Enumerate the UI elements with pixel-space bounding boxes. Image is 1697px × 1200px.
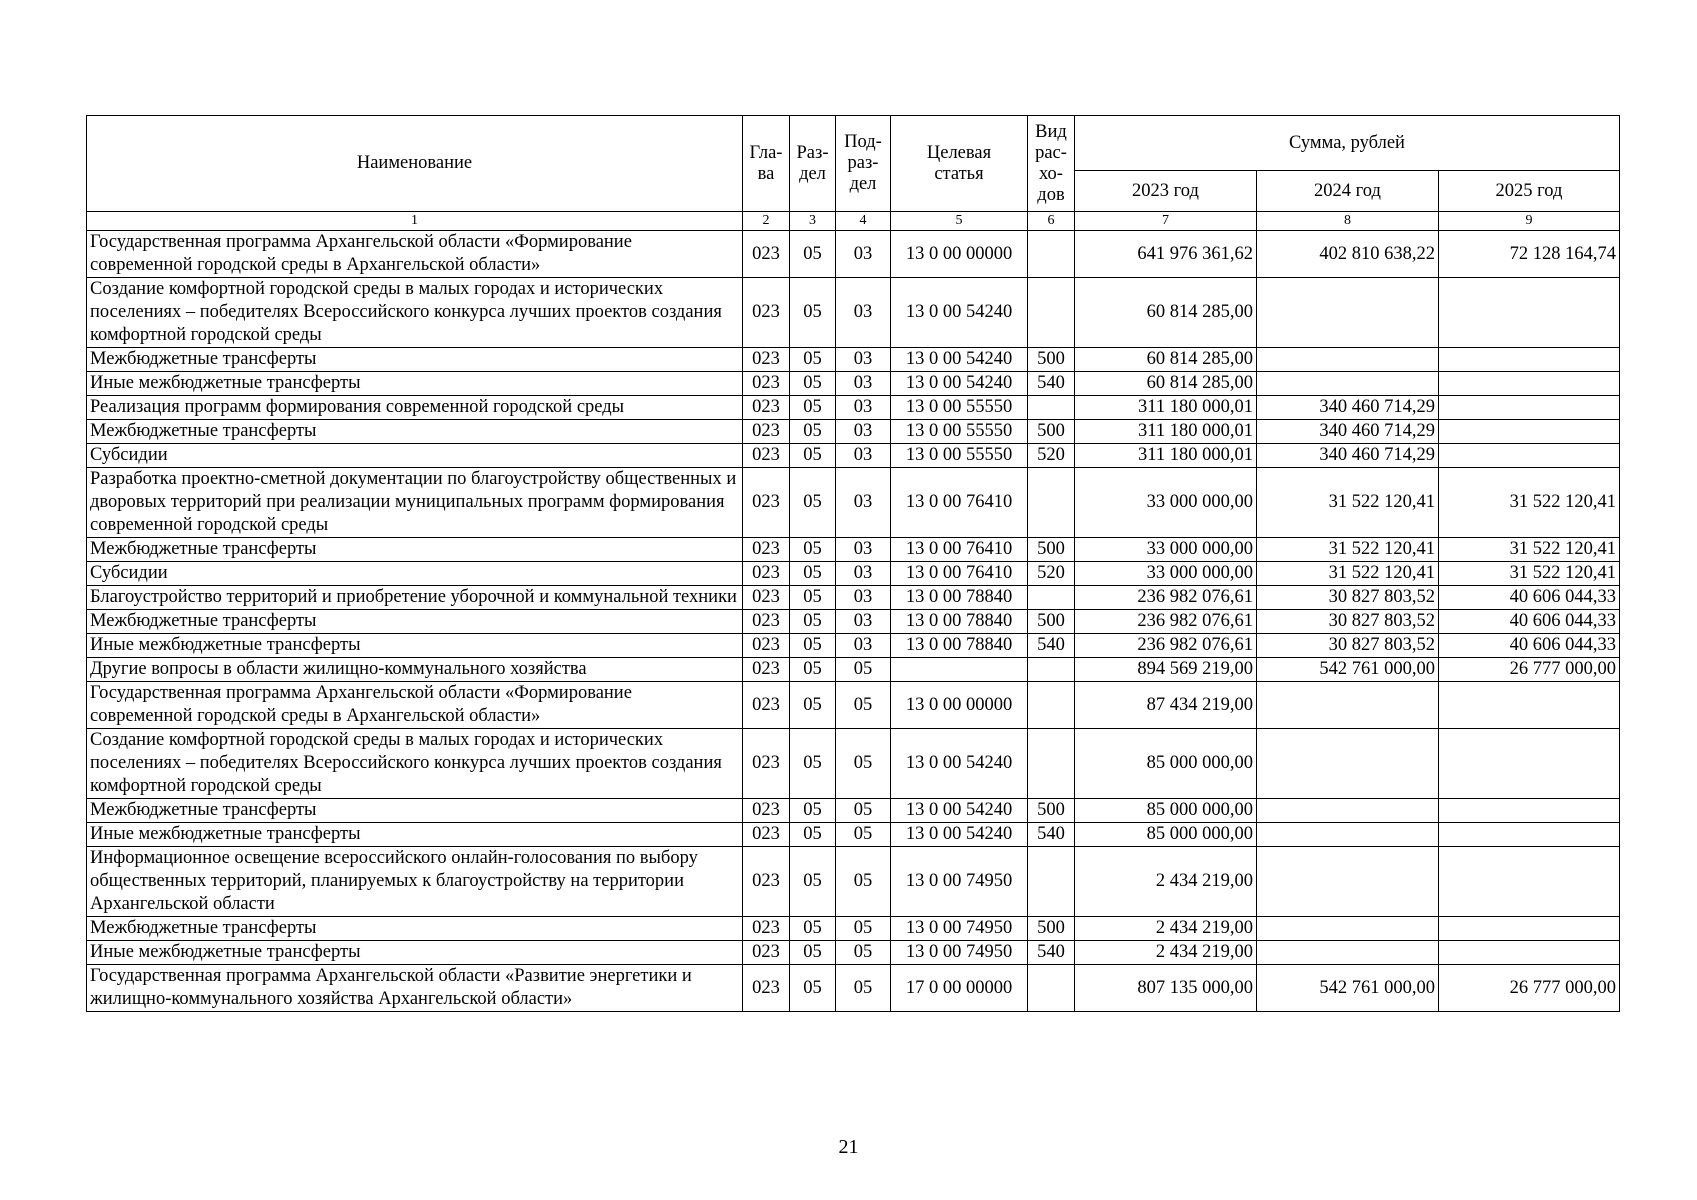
cell-podrazdel: 03 bbox=[836, 538, 891, 562]
cell-target: 13 0 00 54240 bbox=[891, 278, 1028, 348]
cell-glava: 023 bbox=[743, 468, 790, 538]
column-number: 9 bbox=[1439, 212, 1620, 231]
cell-vid: 500 bbox=[1028, 917, 1075, 941]
cell-2025 bbox=[1439, 799, 1620, 823]
cell-podrazdel: 03 bbox=[836, 396, 891, 420]
cell-target: 13 0 00 78840 bbox=[891, 634, 1028, 658]
cell-glava: 023 bbox=[743, 231, 790, 278]
cell-2023: 60 814 285,00 bbox=[1075, 278, 1257, 348]
header-glava bbox=[743, 116, 790, 212]
cell-2025: 26 777 000,00 bbox=[1439, 658, 1620, 682]
table-row bbox=[87, 658, 1620, 682]
cell-2025: 31 522 120,41 bbox=[1439, 468, 1620, 538]
cell-glava: 023 bbox=[743, 682, 790, 729]
cell-vid: 500 bbox=[1028, 420, 1075, 444]
cell-name: Иные межбюджетные трансферты bbox=[87, 634, 743, 658]
cell-glava: 023 bbox=[743, 634, 790, 658]
cell-2025 bbox=[1439, 847, 1620, 917]
cell-glava: 023 bbox=[743, 562, 790, 586]
cell-2023: 236 982 076,61 bbox=[1075, 634, 1257, 658]
cell-glava: 023 bbox=[743, 396, 790, 420]
header-target-l1: Целевая bbox=[926, 142, 992, 163]
cell-2025: 40 606 044,33 bbox=[1439, 586, 1620, 610]
cell-name: Межбюджетные трансферты bbox=[87, 348, 743, 372]
cell-2024 bbox=[1257, 823, 1439, 847]
cell-target: 13 0 00 55550 bbox=[891, 444, 1028, 468]
cell-podrazdel: 05 bbox=[836, 941, 891, 965]
cell-glava: 023 bbox=[743, 538, 790, 562]
cell-podrazdel: 03 bbox=[836, 420, 891, 444]
cell-podrazdel: 05 bbox=[836, 823, 891, 847]
cell-2025: 40 606 044,33 bbox=[1439, 610, 1620, 634]
cell-2024 bbox=[1257, 729, 1439, 799]
cell-razdel: 05 bbox=[790, 682, 836, 729]
cell-2024: 30 827 803,52 bbox=[1257, 634, 1439, 658]
table-row bbox=[87, 729, 1620, 799]
table-row bbox=[87, 468, 1620, 538]
table-row bbox=[87, 444, 1620, 468]
cell-2023: 2 434 219,00 bbox=[1075, 941, 1257, 965]
table-row bbox=[87, 941, 1620, 965]
cell-name: Субсидии bbox=[87, 562, 743, 586]
cell-name: Межбюджетные трансферты bbox=[87, 799, 743, 823]
cell-2024 bbox=[1257, 348, 1439, 372]
cell-podrazdel: 03 bbox=[836, 278, 891, 348]
cell-2025 bbox=[1439, 278, 1620, 348]
cell-podrazdel: 03 bbox=[836, 372, 891, 396]
header-sum: Сумма, рублей bbox=[1075, 116, 1620, 171]
table-row bbox=[87, 917, 1620, 941]
cell-vid bbox=[1028, 468, 1075, 538]
cell-name: Иные межбюджетные трансферты bbox=[87, 372, 743, 396]
cell-razdel: 05 bbox=[790, 847, 836, 917]
column-number: 2 bbox=[743, 212, 790, 231]
cell-2024: 31 522 120,41 bbox=[1257, 468, 1439, 538]
cell-2025: 31 522 120,41 bbox=[1439, 562, 1620, 586]
cell-podrazdel: 03 bbox=[836, 586, 891, 610]
header-vid-l4: дов bbox=[1037, 184, 1065, 205]
cell-2025: 31 522 120,41 bbox=[1439, 538, 1620, 562]
cell-razdel: 05 bbox=[790, 468, 836, 538]
cell-glava: 023 bbox=[743, 658, 790, 682]
cell-name: Государственная программа Архангельской области «Формирование современной городской среды в Архангельской области» bbox=[87, 682, 743, 729]
header-podrazdel-l3: дел bbox=[849, 174, 877, 194]
table-row bbox=[87, 278, 1620, 348]
cell-2023: 894 569 219,00 bbox=[1075, 658, 1257, 682]
cell-podrazdel: 05 bbox=[836, 799, 891, 823]
cell-glava: 023 bbox=[743, 372, 790, 396]
cell-target: 13 0 00 55550 bbox=[891, 396, 1028, 420]
cell-podrazdel: 03 bbox=[836, 444, 891, 468]
table-row bbox=[87, 965, 1620, 1012]
cell-podrazdel: 03 bbox=[836, 231, 891, 278]
cell-vid: 520 bbox=[1028, 562, 1075, 586]
cell-razdel: 05 bbox=[790, 444, 836, 468]
cell-glava: 023 bbox=[743, 444, 790, 468]
header-vid-l3: хо- bbox=[1039, 163, 1063, 184]
cell-target: 13 0 00 76410 bbox=[891, 562, 1028, 586]
cell-2024: 542 761 000,00 bbox=[1257, 658, 1439, 682]
cell-vid bbox=[1028, 278, 1075, 348]
cell-target: 13 0 00 76410 bbox=[891, 538, 1028, 562]
cell-2024 bbox=[1257, 917, 1439, 941]
cell-glava: 023 bbox=[743, 729, 790, 799]
cell-target: 13 0 00 54240 bbox=[891, 823, 1028, 847]
cell-target: 13 0 00 74950 bbox=[891, 847, 1028, 917]
cell-2024 bbox=[1257, 372, 1439, 396]
cell-2023: 311 180 000,01 bbox=[1075, 420, 1257, 444]
cell-2025: 40 606 044,33 bbox=[1439, 634, 1620, 658]
cell-name: Субсидии bbox=[87, 444, 743, 468]
cell-name: Государственная программа Архангельской области «Формирование современной городской среды в Архангельской области» bbox=[87, 231, 743, 278]
cell-target: 13 0 00 74950 bbox=[891, 941, 1028, 965]
cell-2024: 542 761 000,00 bbox=[1257, 965, 1439, 1012]
cell-name: Благоустройство территорий и приобретение уборочной и коммунальной техники bbox=[87, 586, 743, 610]
cell-2023: 33 000 000,00 bbox=[1075, 468, 1257, 538]
table-row bbox=[87, 847, 1620, 917]
cell-2024: 31 522 120,41 bbox=[1257, 538, 1439, 562]
cell-razdel: 05 bbox=[790, 278, 836, 348]
cell-razdel: 05 bbox=[790, 729, 836, 799]
cell-razdel: 05 bbox=[790, 917, 836, 941]
cell-2024: 340 460 714,29 bbox=[1257, 396, 1439, 420]
cell-razdel: 05 bbox=[790, 420, 836, 444]
cell-razdel: 05 bbox=[790, 586, 836, 610]
column-numbers-row bbox=[87, 212, 1620, 231]
cell-2024 bbox=[1257, 941, 1439, 965]
table-row bbox=[87, 372, 1620, 396]
cell-target: 13 0 00 54240 bbox=[891, 729, 1028, 799]
cell-glava: 023 bbox=[743, 823, 790, 847]
cell-target: 13 0 00 76410 bbox=[891, 468, 1028, 538]
cell-target: 13 0 00 78840 bbox=[891, 610, 1028, 634]
cell-vid: 500 bbox=[1028, 348, 1075, 372]
cell-2025 bbox=[1439, 348, 1620, 372]
cell-target: 17 0 00 00000 bbox=[891, 965, 1028, 1012]
cell-name: Межбюджетные трансферты bbox=[87, 610, 743, 634]
page-number: 21 bbox=[838, 1136, 859, 1158]
table-row bbox=[87, 586, 1620, 610]
cell-name: Разработка проектно-сметной документации по благоустройству общественных и дворовых территорий при реализации муниципальных программ формирования современной городской среды bbox=[87, 468, 743, 538]
cell-2023: 311 180 000,01 bbox=[1075, 444, 1257, 468]
table-row bbox=[87, 562, 1620, 586]
cell-target: 13 0 00 54240 bbox=[891, 799, 1028, 823]
table-row bbox=[87, 420, 1620, 444]
cell-podrazdel: 05 bbox=[836, 965, 891, 1012]
cell-podrazdel: 05 bbox=[836, 729, 891, 799]
table-row bbox=[87, 348, 1620, 372]
table-row bbox=[87, 799, 1620, 823]
header-target-l2: статья bbox=[934, 163, 984, 184]
cell-2023: 60 814 285,00 bbox=[1075, 372, 1257, 396]
cell-razdel: 05 bbox=[790, 941, 836, 965]
cell-2024 bbox=[1257, 847, 1439, 917]
cell-name: Иные межбюджетные трансферты bbox=[87, 941, 743, 965]
header-2024: 2024 год bbox=[1257, 171, 1439, 212]
cell-2024: 30 827 803,52 bbox=[1257, 586, 1439, 610]
cell-razdel: 05 bbox=[790, 610, 836, 634]
column-number: 7 bbox=[1075, 212, 1257, 231]
table-row bbox=[87, 231, 1620, 278]
cell-glava: 023 bbox=[743, 847, 790, 917]
cell-vid: 540 bbox=[1028, 372, 1075, 396]
cell-2025: 72 128 164,74 bbox=[1439, 231, 1620, 278]
cell-name: Государственная программа Архангельской области «Развитие энергетики и жилищно-коммунального хозяйства Архангельской области» bbox=[87, 965, 743, 1012]
cell-2025 bbox=[1439, 917, 1620, 941]
cell-2025 bbox=[1439, 396, 1620, 420]
header-razdel-l1: Раз- bbox=[796, 142, 829, 163]
cell-glava: 023 bbox=[743, 799, 790, 823]
cell-2023: 2 434 219,00 bbox=[1075, 917, 1257, 941]
cell-2023: 2 434 219,00 bbox=[1075, 847, 1257, 917]
column-number: 1 bbox=[87, 212, 743, 231]
cell-name: Межбюджетные трансферты bbox=[87, 420, 743, 444]
cell-2024: 402 810 638,22 bbox=[1257, 231, 1439, 278]
cell-2025 bbox=[1439, 444, 1620, 468]
cell-vid bbox=[1028, 729, 1075, 799]
cell-2024 bbox=[1257, 799, 1439, 823]
cell-name: Информационное освещение всероссийского онлайн-голосования по выбору общественных территорий, планируемых к благоустройству на территории Архангельской области bbox=[87, 847, 743, 917]
cell-glava: 023 bbox=[743, 586, 790, 610]
cell-2025 bbox=[1439, 372, 1620, 396]
cell-2025 bbox=[1439, 823, 1620, 847]
column-number: 5 bbox=[891, 212, 1028, 231]
cell-razdel: 05 bbox=[790, 634, 836, 658]
cell-razdel: 05 bbox=[790, 965, 836, 1012]
header-podrazdel-l1: Под- bbox=[844, 132, 882, 152]
cell-2025 bbox=[1439, 420, 1620, 444]
cell-2024 bbox=[1257, 278, 1439, 348]
table-row bbox=[87, 610, 1620, 634]
cell-vid: 500 bbox=[1028, 799, 1075, 823]
header-2025: 2025 год bbox=[1439, 171, 1620, 212]
table-header bbox=[87, 116, 1620, 231]
table-row bbox=[87, 538, 1620, 562]
cell-podrazdel: 03 bbox=[836, 634, 891, 658]
cell-2023: 236 982 076,61 bbox=[1075, 586, 1257, 610]
cell-2025 bbox=[1439, 729, 1620, 799]
cell-target: 13 0 00 55550 bbox=[891, 420, 1028, 444]
table-row bbox=[87, 396, 1620, 420]
cell-2023: 85 000 000,00 bbox=[1075, 799, 1257, 823]
cell-2025: 26 777 000,00 bbox=[1439, 965, 1620, 1012]
cell-vid: 540 bbox=[1028, 634, 1075, 658]
cell-vid: 520 bbox=[1028, 444, 1075, 468]
cell-2023: 641 976 361,62 bbox=[1075, 231, 1257, 278]
cell-vid bbox=[1028, 965, 1075, 1012]
cell-2023: 236 982 076,61 bbox=[1075, 610, 1257, 634]
cell-vid bbox=[1028, 658, 1075, 682]
cell-target: 13 0 00 00000 bbox=[891, 231, 1028, 278]
cell-2023: 807 135 000,00 bbox=[1075, 965, 1257, 1012]
cell-name: Создание комфортной городской среды в малых городах и исторических поселениях – победителях Всероссийского конкурса лучших проектов создания комфортной городской среды bbox=[87, 729, 743, 799]
cell-glava: 023 bbox=[743, 610, 790, 634]
cell-2023: 85 000 000,00 bbox=[1075, 729, 1257, 799]
header-razdel bbox=[790, 116, 836, 212]
cell-name: Межбюджетные трансферты bbox=[87, 538, 743, 562]
cell-podrazdel: 03 bbox=[836, 348, 891, 372]
table-row bbox=[87, 682, 1620, 729]
cell-2024: 340 460 714,29 bbox=[1257, 444, 1439, 468]
header-2023: 2023 год bbox=[1075, 171, 1257, 212]
cell-razdel: 05 bbox=[790, 396, 836, 420]
cell-podrazdel: 05 bbox=[836, 847, 891, 917]
cell-glava: 023 bbox=[743, 420, 790, 444]
cell-razdel: 05 bbox=[790, 231, 836, 278]
header-vid-l2: рас- bbox=[1035, 142, 1067, 163]
cell-vid: 500 bbox=[1028, 610, 1075, 634]
cell-target bbox=[891, 658, 1028, 682]
cell-name: Создание комфортной городской среды в малых городах и исторических поселениях – победителях Всероссийского конкурса лучших проектов создания комфортной городской среды bbox=[87, 278, 743, 348]
header-name: Наименование bbox=[87, 116, 743, 212]
header-vid bbox=[1028, 116, 1075, 212]
cell-glava: 023 bbox=[743, 348, 790, 372]
cell-target: 13 0 00 54240 bbox=[891, 348, 1028, 372]
header-podrazdel bbox=[836, 116, 891, 212]
cell-vid bbox=[1028, 847, 1075, 917]
cell-name: Реализация программ формирования современной городской среды bbox=[87, 396, 743, 420]
column-number: 4 bbox=[836, 212, 891, 231]
header-glava-l1: Гла- bbox=[749, 142, 783, 163]
cell-target: 13 0 00 54240 bbox=[891, 372, 1028, 396]
cell-razdel: 05 bbox=[790, 538, 836, 562]
cell-vid: 540 bbox=[1028, 823, 1075, 847]
table-body bbox=[87, 231, 1620, 1012]
cell-2023: 87 434 219,00 bbox=[1075, 682, 1257, 729]
cell-2025 bbox=[1439, 682, 1620, 729]
cell-glava: 023 bbox=[743, 278, 790, 348]
cell-2023: 311 180 000,01 bbox=[1075, 396, 1257, 420]
cell-razdel: 05 bbox=[790, 372, 836, 396]
cell-vid bbox=[1028, 682, 1075, 729]
cell-podrazdel: 05 bbox=[836, 682, 891, 729]
header-razdel-l2: дел bbox=[799, 163, 826, 184]
cell-2023: 33 000 000,00 bbox=[1075, 538, 1257, 562]
cell-2024 bbox=[1257, 682, 1439, 729]
cell-vid bbox=[1028, 586, 1075, 610]
cell-2024: 30 827 803,52 bbox=[1257, 610, 1439, 634]
table-row bbox=[87, 634, 1620, 658]
cell-razdel: 05 bbox=[790, 562, 836, 586]
cell-2023: 85 000 000,00 bbox=[1075, 823, 1257, 847]
cell-glava: 023 bbox=[743, 917, 790, 941]
table-row bbox=[87, 823, 1620, 847]
cell-podrazdel: 03 bbox=[836, 562, 891, 586]
cell-target: 13 0 00 74950 bbox=[891, 917, 1028, 941]
cell-podrazdel: 05 bbox=[836, 917, 891, 941]
cell-name: Межбюджетные трансферты bbox=[87, 917, 743, 941]
cell-glava: 023 bbox=[743, 965, 790, 1012]
cell-name: Иные межбюджетные трансферты bbox=[87, 823, 743, 847]
cell-podrazdel: 03 bbox=[836, 610, 891, 634]
cell-2025 bbox=[1439, 941, 1620, 965]
cell-2024: 31 522 120,41 bbox=[1257, 562, 1439, 586]
cell-glava: 023 bbox=[743, 941, 790, 965]
cell-target: 13 0 00 78840 bbox=[891, 586, 1028, 610]
column-number: 8 bbox=[1257, 212, 1439, 231]
cell-target: 13 0 00 00000 bbox=[891, 682, 1028, 729]
cell-razdel: 05 bbox=[790, 799, 836, 823]
cell-razdel: 05 bbox=[790, 348, 836, 372]
cell-podrazdel: 03 bbox=[836, 468, 891, 538]
cell-vid bbox=[1028, 231, 1075, 278]
header-vid-l1: Вид bbox=[1035, 121, 1067, 142]
header-target bbox=[891, 116, 1028, 212]
cell-vid: 500 bbox=[1028, 538, 1075, 562]
column-number: 3 bbox=[790, 212, 836, 231]
header-podrazdel-l2: раз- bbox=[847, 153, 879, 173]
budget-table bbox=[86, 115, 1620, 1012]
column-number: 6 bbox=[1028, 212, 1075, 231]
cell-2023: 33 000 000,00 bbox=[1075, 562, 1257, 586]
cell-razdel: 05 bbox=[790, 658, 836, 682]
cell-razdel: 05 bbox=[790, 823, 836, 847]
cell-2023: 60 814 285,00 bbox=[1075, 348, 1257, 372]
cell-podrazdel: 05 bbox=[836, 658, 891, 682]
cell-vid bbox=[1028, 396, 1075, 420]
header-glava-l2: ва bbox=[757, 163, 775, 184]
cell-vid: 540 bbox=[1028, 941, 1075, 965]
cell-2024: 340 460 714,29 bbox=[1257, 420, 1439, 444]
cell-name: Другие вопросы в области жилищно-коммунального хозяйства bbox=[87, 658, 743, 682]
